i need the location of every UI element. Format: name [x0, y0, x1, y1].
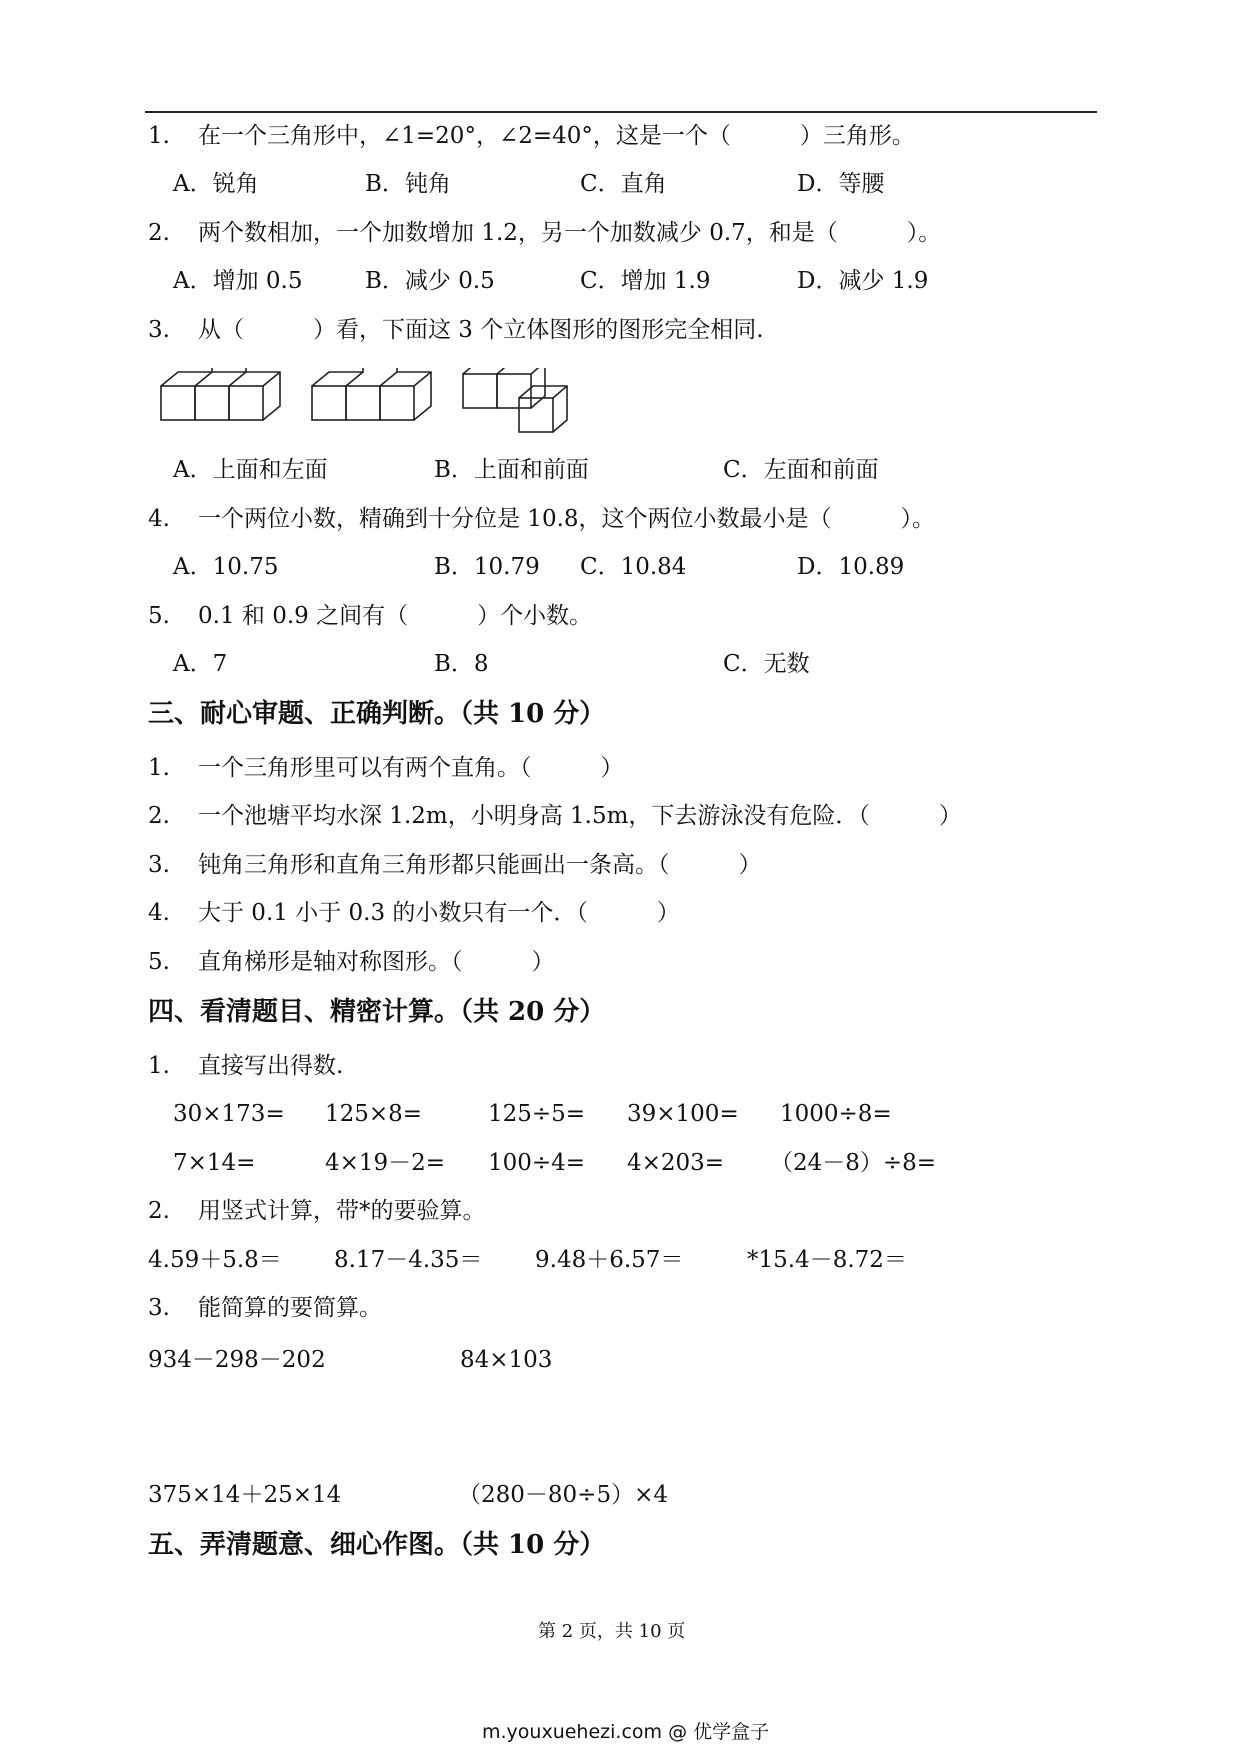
calc-item: 4.59＋5.8＝ [148, 1247, 282, 1273]
option-a: A．增加 0.5 [173, 268, 303, 294]
q-number: 1. [148, 1053, 170, 1079]
option-a: A．10.75 [173, 554, 279, 580]
option-c: C．10.84 [580, 554, 687, 580]
option-d: D．减少 1.9 [797, 268, 929, 294]
section-title-draw: 五、弄清题意、细心作图。（共 10 分） [148, 1530, 606, 1560]
option-d: D．10.89 [797, 554, 905, 580]
watermark: m.youxuehezi.com @ 优学盒子 [482, 1721, 770, 1743]
option-c: C．无数 [723, 651, 810, 677]
option-b: B．8 [434, 651, 489, 677]
q-number: 4. [148, 900, 170, 926]
calc-item: 84×103 [460, 1347, 553, 1373]
judge-text: 一个池塘平均水深 1.2m，小明身高 1.5m，下去游泳没有危险．（ ） [198, 803, 962, 829]
calc-item: 4×19－2= [325, 1150, 446, 1176]
calc-instruction: 用竖式计算，带*的要验算。 [198, 1198, 486, 1224]
calc-instruction: 直接写出得数. [198, 1053, 344, 1079]
q-number: 5. [148, 603, 170, 629]
option-a: A．锐角 [173, 171, 259, 197]
calc-item: 8.17－4.35＝ [334, 1247, 483, 1273]
option-c: C．增加 1.9 [580, 268, 711, 294]
q-number: 5. [148, 949, 170, 975]
q-number: 2. [148, 220, 170, 246]
calc-item: 125×8= [325, 1101, 423, 1127]
solid-figure-1 [160, 368, 286, 438]
q-number: 3. [148, 1295, 170, 1321]
calc-item: 934－298－202 [148, 1347, 326, 1373]
judge-text: 一个三角形里可以有两个直角。（ ） [198, 755, 624, 781]
calc-item: 30×173= [173, 1101, 285, 1127]
calc-item: 125÷5= [488, 1101, 586, 1127]
judge-text: 直角梯形是轴对称图形。（ ） [198, 949, 555, 975]
q-number: 1. [148, 123, 170, 149]
calc-item: 1000÷8= [780, 1101, 892, 1127]
calc-item: 7×14= [173, 1150, 256, 1176]
calc-item: 100÷4= [488, 1150, 586, 1176]
question-text: 一个两位小数，精确到十分位是 10.8，这个两位小数最小是（ ）。 [198, 506, 936, 532]
section-title-judge: 三、耐心审题、正确判断。（共 10 分） [148, 699, 606, 729]
judge-text: 钝角三角形和直角三角形都只能画出一条高。（ ） [198, 852, 762, 878]
calc-item: 9.48＋6.57＝ [535, 1247, 684, 1273]
solid-figure-2 [311, 368, 437, 438]
q-number: 2. [148, 1198, 170, 1224]
question-text: 从（ ）看，下面这 3 个立体图形的图形完全相同. [198, 317, 764, 343]
q-number: 1. [148, 755, 170, 781]
option-b: B．减少 0.5 [365, 268, 495, 294]
question-text: 两个数相加，一个加数增加 1.2，另一个加数减少 0.7，和是（ ）。 [198, 220, 942, 246]
section-title-calc: 四、看清题目、精密计算。（共 20 分） [148, 997, 606, 1027]
option-a: A．上面和左面 [173, 457, 328, 483]
solid-figure-3 [462, 368, 588, 438]
option-d: D．等腰 [797, 171, 885, 197]
question-text: 0.1 和 0.9 之间有（ ）个小数。 [198, 603, 593, 629]
calc-item: *15.4－8.72＝ [747, 1247, 907, 1273]
header-rule [145, 111, 1097, 113]
calc-instruction: 能简算的要简算。 [198, 1295, 382, 1321]
q-number: 3. [148, 317, 170, 343]
calc-item: （280－80÷5）×4 [458, 1482, 668, 1508]
option-b: B．10.79 [434, 554, 540, 580]
option-b: B．钝角 [365, 171, 451, 197]
question-text: 在一个三角形中，∠1=20°，∠2=40°，这是一个（ ）三角形。 [198, 123, 915, 149]
calc-item: （24－8）÷8= [770, 1150, 937, 1176]
calc-item: 39×100= [627, 1101, 739, 1127]
option-c: C．直角 [580, 171, 667, 197]
q-number: 3. [148, 852, 170, 878]
calc-item: 375×14＋25×14 [148, 1482, 342, 1508]
option-a: A．7 [173, 651, 228, 677]
page-footer: 第 2 页，共 10 页 [538, 1621, 686, 1642]
calc-item: 4×203= [627, 1150, 725, 1176]
option-b: B．上面和前面 [434, 457, 589, 483]
option-c: C．左面和前面 [723, 457, 879, 483]
q-number: 4. [148, 506, 170, 532]
q-number: 2. [148, 803, 170, 829]
judge-text: 大于 0.1 小于 0.3 的小数只有一个．（ ） [198, 900, 680, 926]
